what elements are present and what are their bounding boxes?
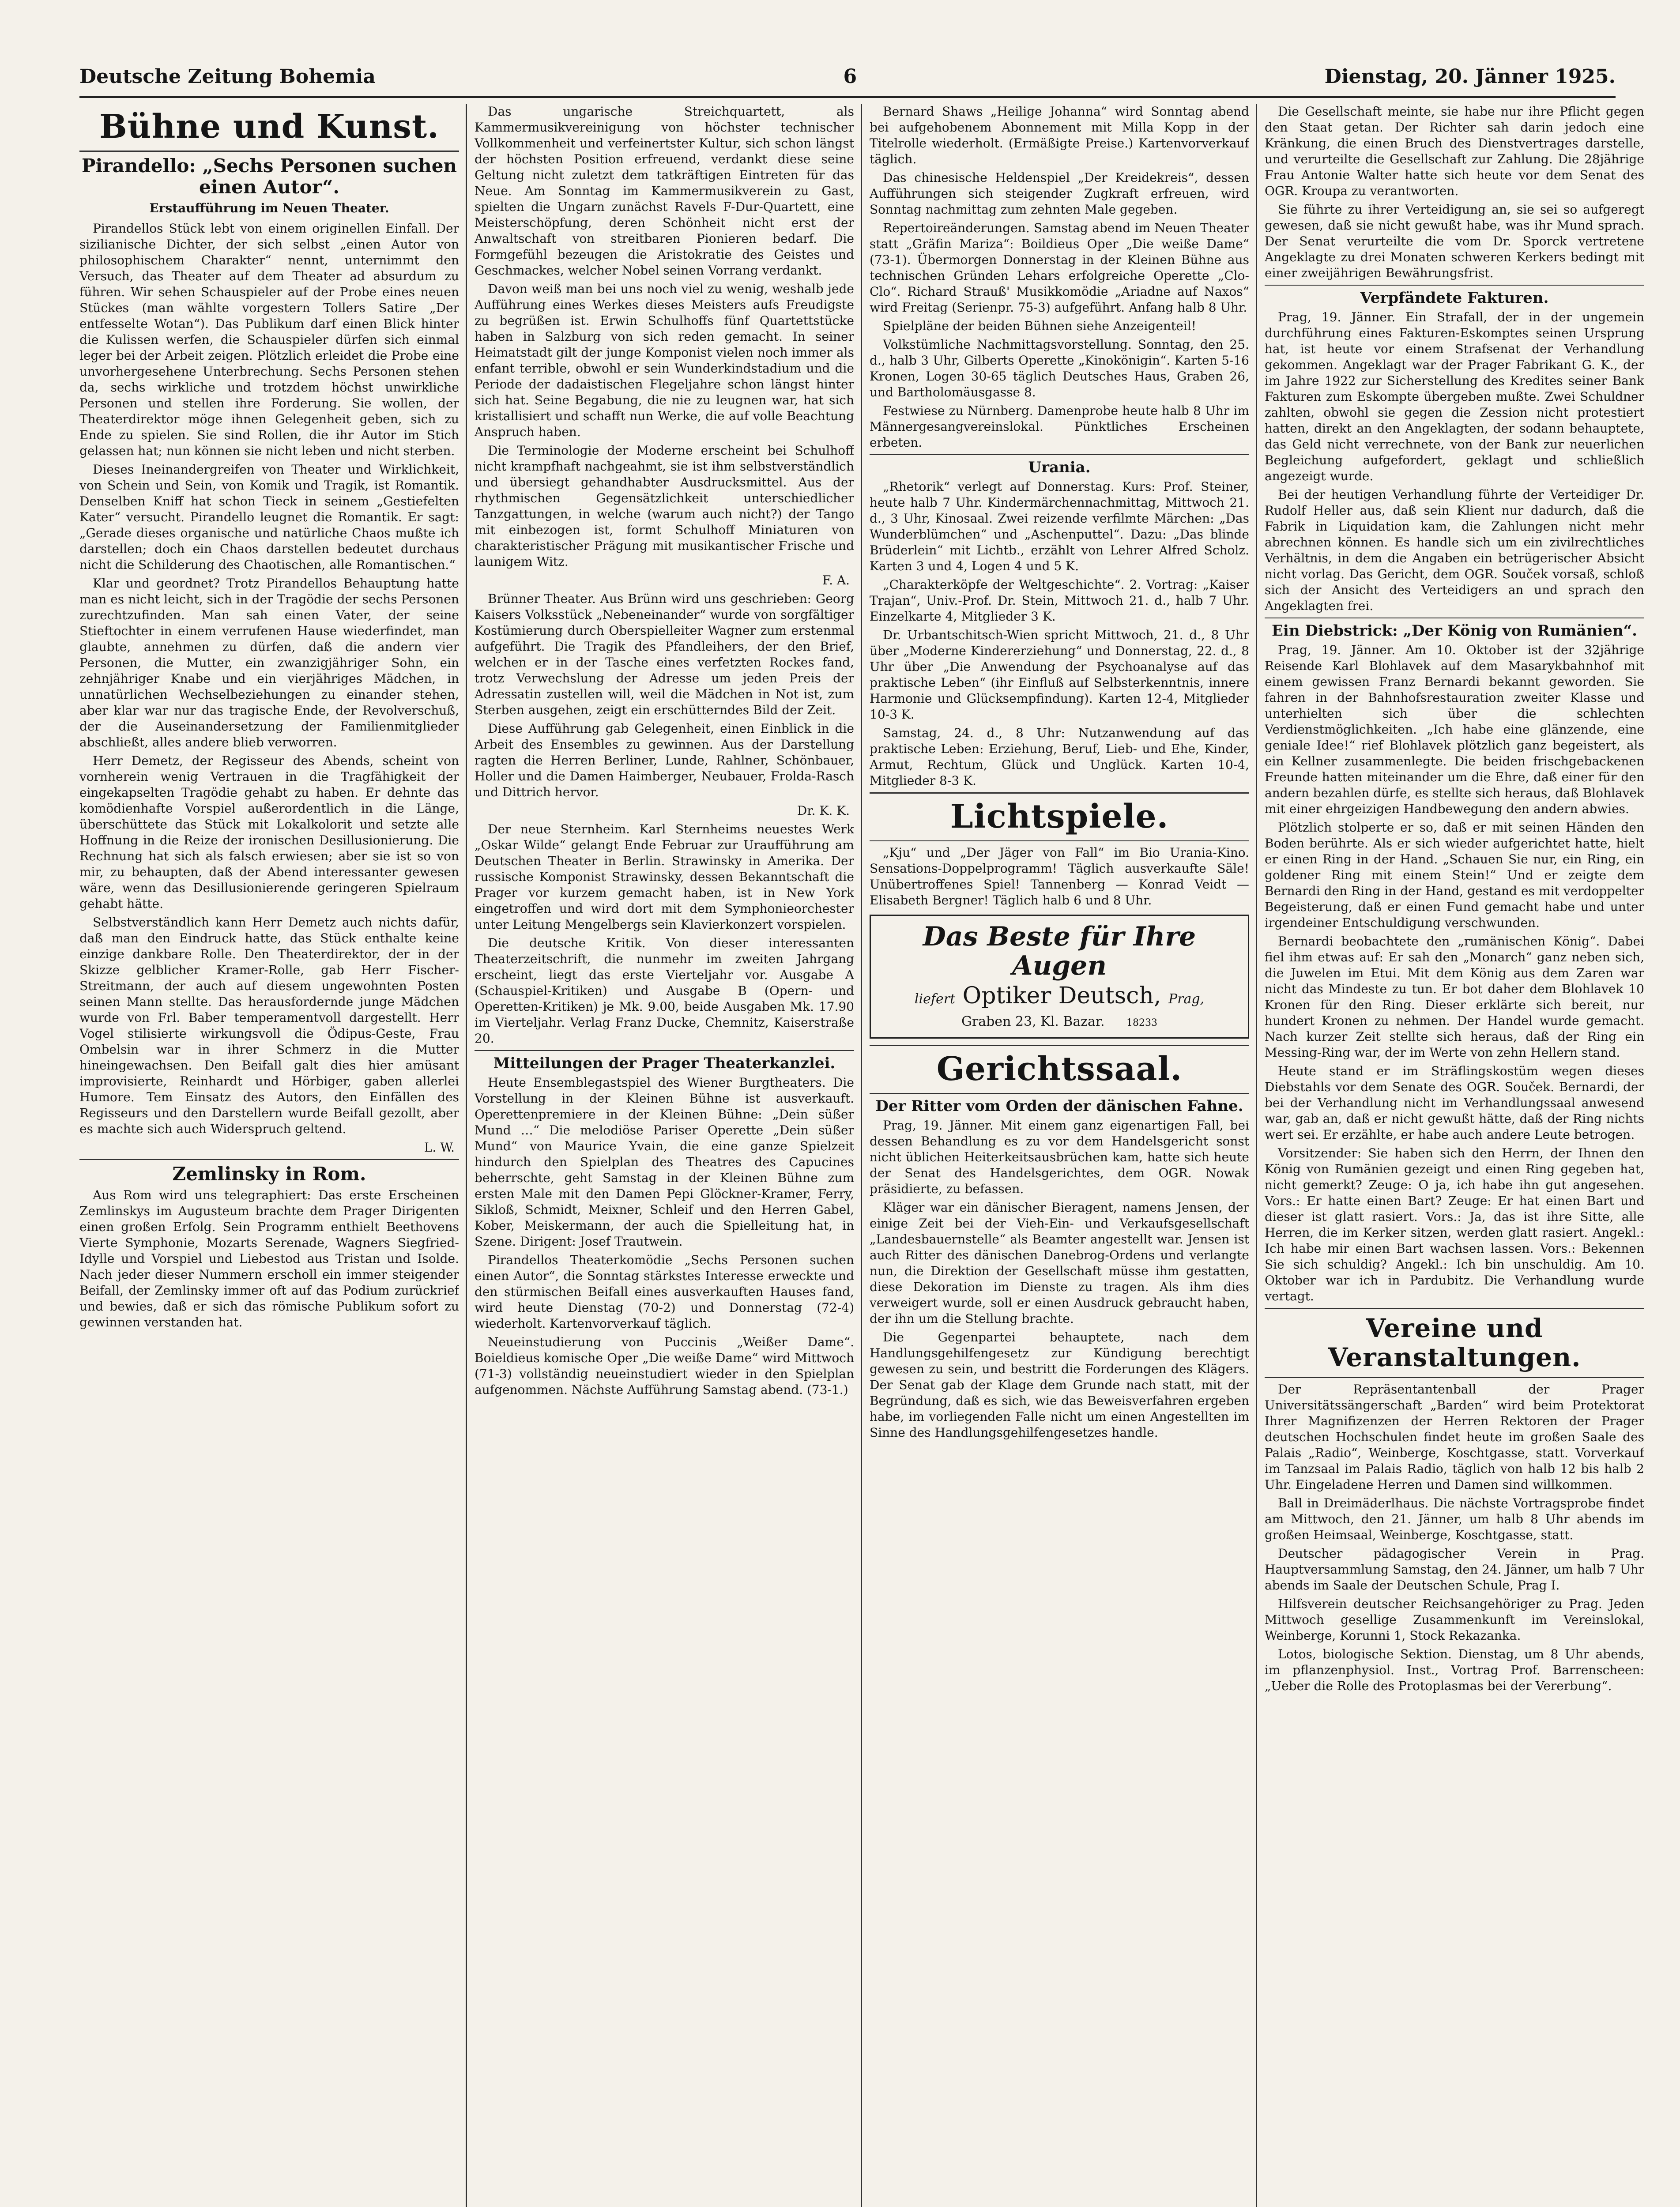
article-paragraph: Deutscher pädagogischer Verein in Prag. Hauptversammlung Samstag, den 24. Jänner, um halb 7 Uhr abends im Saale der Deutschen Schule, Prag I. — [1265, 1546, 1644, 1593]
article-paragraph: Die Gesellschaft meinte, sie habe nur ihre Pflicht gegen den Staat getan. Der Richter sah darin jedoch eine Kränkung, die einen Bruch des Dienstvertrages darstelle, und verurteilte die Gesellschaft zur Zahlung. Die 28jährige Frau Antonie Walter hatte sich heute vor dem Senat des OGR. Kroupa zu verantworten. — [1265, 104, 1644, 198]
ad-city: Prag, — [1168, 991, 1205, 1007]
article-paragraph: Bernardi beobachtete den „rumänischen König“. Dabei fiel ihm etwas auf: Er sah den „Monarch“ ganz neben sich, die Juwelen im Etui. Mit dem König aus dem Zaren war nicht das Mindeste zu tun. Er bot daher dem Blohlavek 10 Kronen für den Ring. Dieser erklärte sich bereit, nur hundert Kronen zu nehmen. Der Handel wurde gemacht. Nach kurzer Zeit stellte sich heraus, daß der Ring ein Messing-Ring war, der im Werte von zehn Hellern stand. — [1265, 934, 1644, 1060]
article-paragraph: Der neue Sternheim. Karl Sternheims neuestes Werk „Oskar Wilde“ gelangt Ende Februar zur Uraufführung am Deutschen Theater in Berlin. Strawinsky in Amerika. Der russische Komponist Strawinsky, dessen Bekanntschaft die Prager vor kurzem gemacht haben, ist in New York eingetroffen und wird dort mit dem Symphonieorchester unter Leitung Mengelbergs sein Klavierkonzert vorspielen. — [475, 822, 854, 932]
article-paragraph: Selbstverständlich kann Herr Demetz auch nichts dafür, daß man den Eindruck hatte, das Stück enthalte keine einzige dankbare Rolle. Den Theaterdirektor, der in der Skizze gelblicher Kramer-Rolle, gab Herr Fischer-Streitmann, der auch auf diesem ungewohnten Posten seinen Mann stellte. Das herausfordernde junge Mädchen wurde von Frl. Baber temperamentvoll dargestellt. Herr Vogel stilisierte wirkungsvoll die Ödipus-Geste, Frau Ombelsin war in ihrer Schmerz in die Mutter hineingewachsen. Den Beifall galt dies hier amüsant improvisierte, Reinhardt und Hörbiger, gaben allerlei Humore. Tem Einsatz des Autors, den Einfällen des Regisseurs und den Darstellern wurde Beifall gezollt, aber es machte sich auch Widerspruch geltend. — [79, 915, 459, 1136]
divider — [870, 1093, 1249, 1094]
column-3 — [870, 104, 1249, 2207]
article-title-fakturen: Verpfändete Fakturen. — [1360, 289, 1549, 307]
column-2 — [475, 104, 854, 2207]
masthead-name: Deutsche Zeitung Bohemia — [79, 65, 376, 88]
article-paragraph: Bei der heutigen Verhandlung führte der Verteidiger Dr. Rudolf Heller aus, daß sein Klient nur dadurch, daß die Fabrik in Liquidation kam, die Zahlungen nicht mehr abrechnen können. Es handle sich um ein zivilrechtliches Verhältnis, in dem die Angaben ein betrügerischer Absicht nicht vorlag. Das Gericht, dem OGR. Souček vorsaß, schloß sich der Ansicht des Verteidigers an und sprach den Angeklagten frei. — [1265, 487, 1644, 613]
article-paragraph: Kläger war ein dänischer Bieragent, namens Jensen, der einige Zeit bei der Vieh-Ein- und Verkaufsgesellschaft „Landesbauernstelle“ als Beamter angestellt war. Jensen ist auch Ritter des dänischen Danebrog-Ordens und verlangte nun, die Direktion der Gesellschaft müsse ihm gestatten, diese Dekoration im Dienste zu tragen. Als ihm dies verweigert wurde, soll er einen Ausdruck gebraucht haben, der ihn um die Stellung brachte. — [870, 1200, 1249, 1326]
article-paragraph: Die Gegenpartei behauptete, nach dem Handlungsgehilfengesetz zur Kündigung berechtigt gewesen zu sein, und bestritt die Forderungen des Klägers. Der Senat gab der Klage dem Grunde nach statt, mit der Begründung, daß es sich, wie das Beweisverfahren ergeben habe, im vorliegenden Falle nicht um einen Angestellten im Sinne des Handlungsgehilfengesetzes handle. — [870, 1330, 1249, 1440]
article-paragraph: Neueinstudierung von Puccinis „Weißer Dame“. Boieldieus komische Oper „Die weiße Dame“ wird Mittwoch (71-3) vollständig neueinstudiert wieder in den Spielplan aufgenommen. Nächste Aufführung Samstag abend. (73-1.) — [475, 1335, 854, 1397]
article-title-theaterkanzlei: Mitteilungen der Prager Theaterkanzlei. — [493, 1055, 836, 1072]
article-paragraph: Prag, 19. Jänner. Ein Strafall, der in der ungemein durchführung eines Fakturen-Eskomptes seinen Ursprung hat, ist heute vor einem Strafsenat der Verhandlung gekommen. Angeklagt war der Prager Fabrikant G. K., der im Jahre 1922 zur Sicherstellung des Kredites seiner Bank Fakturen zum Eskompte übergeben mußte. Zwei Schuldner zahlten, obwohl sie gegen die Zession nicht protestiert hatten, direkt an den Angeklagten, der sodann behauptete, das Geld nicht verrechnete, von der Bank zur neuerlichen Begleichung aufgefordert, geklagt und schließlich angezeigt wurde. — [1265, 310, 1644, 483]
article-title-urania: Urania. — [1028, 459, 1091, 476]
article-paragraph: Lotos, biologische Sektion. Dienstag, um 8 Uhr abends, im pflanzenphysiol. Inst., Vortrag Prof. Barrenscheen: „Ueber die Rolle des Protoplasmas bei der Vererbung“. — [1265, 1647, 1644, 1693]
author-signature: F. A. — [822, 573, 850, 588]
article-paragraph: Klar und geordnet? Trotz Pirandellos Behauptung hatte man es nicht leicht, sich in der Tragödie der sechs Personen zurechtzufinden. Man sah einen Vater, der seine Stieftochter in einem verrufenen Hause wiederfindet, man glaubte, annehmen zu dürfen, daß die andern vier Personen, die Mutter, ein zwanzigjähriger Sohn, ein zehnjähriger Knabe und ein vierjähriges Mädchen, in unnatürlichen Wechselbeziehungen zu einander stehen, aber klar war nur das tragische Ende, der Revolverschuß, der die Auseinandersetzung der Familienmitglieder abschließt, alles andere blieb verworren. — [79, 576, 459, 749]
author-signature: L. W. — [424, 1140, 455, 1155]
section-heading-lichtspiele: Lichtspiele. — [950, 798, 1169, 836]
article-paragraph: Diese Aufführung gab Gelegenheit, einen Einblick in die Arbeit des Ensembles zu gewinnen. Aus der Darstellung ragten die Herren Berliner, Lunde, Rahlner, Schönbauer, Holler und die Damen Haimberger, Neubauer, Frolda-Rasch und Dittrich hervor. — [475, 721, 854, 799]
article-subhead: Erstaufführung im Neuen Theater. — [149, 201, 389, 215]
page-header — [79, 61, 1616, 92]
article-title-pirandello: Pirandello: „Sechs Personen suchen einen Autor“. — [81, 155, 457, 198]
column-divider — [466, 104, 467, 2207]
article-paragraph: Sie führte zu ihrer Verteidigung an, sie sei so aufgeregt gewesen, daß sie nicht gewußt habe, was ihr Mund sprach. Der Senat verurteilte die vom Dr. Sporck vertretene Angeklagte zu drei Monaten schweren Kerkers bedingt mit einer zweijährigen Bewährungsfrist. — [1265, 202, 1644, 280]
column-4 — [1265, 104, 1644, 2207]
advertisement-optiker-deutsch — [870, 915, 1249, 1039]
divider — [1265, 1308, 1644, 1309]
article-paragraph: Repertoireänderungen. Samstag abend im Neuen Theater statt „Gräfin Mariza“: Boildieus Oper „Die weiße Dame“ (73-1). Übermorgen Donnerstag in der Kleinen Bühne aus technischen Gründen Lehars erfolgreiche Operette „Clo-Clo“. Richard Strauß' Musikkomödie „Ariadne auf Naxos“ wird Freitag (Serienpr. 75-3) aufgeführt. Anfang halb 8 Uhr. — [870, 221, 1249, 315]
article-paragraph: Herr Demetz, der Regisseur des Abends, scheint von vornherein wenig Vertrauen in die Tragfähigkeit der eingekapselten Tragödie gehabt zu haben. Er dehnte das komödienhafte Vorspiel außerordentlich in die Länge, überschüttete das Stück mit Lokalkolorit und setzte alle Hoffnung in die Reize der ironischen Desillusionierung. Die Rechnung hat sich als falsch erwiesen; aber sie ist so von mir, zu behaupten, daß der Abend interessanter gewesen wäre, wenn das Desillusionierende geringeren Spielraum gehabt hätte. — [79, 753, 459, 911]
ad-headline: Das Beste für Ihre Augen — [923, 921, 1196, 981]
issue-date: Dienstag, 20. Jänner 1925. — [1324, 65, 1616, 88]
article-paragraph: Samstag, 24. d., 8 Uhr: Nutzanwendung auf das praktische Leben: Erziehung, Beruf, Lieb- und Ehe, Kinder, Armut, Rechtum, Glück und Unglück. Karten 10-4, Mitglieder 8-3 K. — [870, 726, 1249, 788]
article-paragraph: Volkstümliche Nachmittagsvorstellung. Sonntag, den 25. d., halb 3 Uhr, Gilberts Operette „Kinokönigin“. Karten 5-16 Kronen, Logen 30-65 täglich Deutsches Haus, Graben 26, und Bartholomäusgasse 8. — [870, 337, 1249, 399]
article-paragraph: Dr. Urbantschitsch-Wien spricht Mittwoch, 21. d., 8 Uhr über „Moderne Kindererziehung“ und Donnerstag, 22. d., 8 Uhr über „Die Anwendung der Psychoanalyse auf das praktische Leben“ (ihr Einfluß auf Selbsterkenntnis, innere Harmonie und Glücksempfindung). Karten 12-4, Mitglieder 10-3 K. — [870, 628, 1249, 722]
ad-liefert: liefert — [914, 991, 956, 1007]
divider — [870, 792, 1249, 794]
article-paragraph: „Kju“ und „Der Jäger von Fall“ im Bio Urania-Kino. Sensations-Doppelprogramm! Täglich ausverkaufte Säle! Unübertroffenes Spiel! Tannenberg — Konrad Veidt — Elisabeth Bergner! Täglich halb 6 und 8 Uhr. — [870, 845, 1249, 908]
ad-name-line — [879, 983, 1240, 1012]
section-heading-buehne-und-kunst: Bühne und Kunst. — [99, 108, 439, 146]
column-1 — [79, 104, 459, 2207]
article-paragraph: Spielpläne der beiden Bühnen siehe Anzeigenteil! — [883, 319, 1196, 333]
ad-address — [879, 1014, 1240, 1031]
article-paragraph: Dieses Ineinandergreifen von Theater und Wirklichkeit, von Schein und Sein, von Komik und Tragik, ist Romantik. Denselben Kniff hat schon Tieck in seinem „Gestiefelten Kater“ versucht. Pirandello leugnet die Romantik. Er sagt: „Gerade dieses organische und natürliche Chaos mußte ich darstellen; doch ein Chaos darstellen bedeutet durchaus nicht die Schilderung des Chaotischen, alle Romantischen.“ — [79, 462, 459, 572]
divider — [1265, 285, 1644, 286]
article-paragraph: Brünner Theater. Aus Brünn wird uns geschrieben: Georg Kaisers Volksstück „Nebeneinander“ wurde von sorgfältiger Kostümierung durch Oberspielleiter Wagner zum erstenmal aufgeführt. Die Tragik des Pfandleihers, der den Brief, welchen er in der Tasche eines verfetzten Rockes fand, trotz Verwechslung der Adresse um jeden Preis der Adressatin zustellen will, weil die Mädchen in Not ist, zum Sterben ausgehen, zeigt ein erschütterndes Bild der Zeit. — [475, 591, 854, 717]
article-paragraph: Pirandellos Theaterkomödie „Sechs Personen suchen einen Autor“, die Sonntag stärkstes Interesse erweckte und den stürmischen Beifall eines ausverkauften Hauses fand, wird heute Dienstag (70-2) und Donnerstag (72-4) wiederholt. Kartenvorverkauf täglich. — [475, 1253, 854, 1331]
article-paragraph: Prag, 19. Jänner. Am 10. Oktober ist der 32jährige Reisende Karl Blohlavek auf dem Masarykbahnhof mit einem gewissen Franz Bernardi bekannt geworden. Sie fahren in der Bahnhofsrestauration zweiter Klasse und unterhielten sich über die schlechten Verdienstmöglichkeiten. „Ich habe eine glänzende, eine geniale Idee!“ rief Blohlavek plötzlich ganz begeistert, als ein Kellner zusammenlegte. Die beiden frischgebackenen Freunde hatten miteinander um die Ehre, daß einer für den andern bezahlen dürfe, es stellte sich heraus, daß Blohlavek mit einer ehrgeizigen Handbewegung den andern abwies. — [1265, 643, 1644, 816]
divider — [79, 1159, 459, 1160]
article-paragraph: Pirandellos Stück lebt von einem originellen Einfall. Der sizilianische Dichter, der sich selbst „einen Autor von philosophischem Charakter“ nennt, unternimmt den Versuch, das Theater auf dem Theater ad absurdum zu führen. Wir sehen Schauspieler auf der Probe eines neuen Stückes (man wählte vorgestern Tollers Satire „Der entfesselte Wotan“). Das Publikum darf einen Blick hinter die Kulissen werfen, die Schauspieler dürfen sich einmal leger bei der Arbeit zeigen. Plötzlich erleidet die Probe eine unvorhergesehene Unterbrechung. Sechs Personen stehen da, sechs wirkliche und trotzdem höchst unwirkliche Personen und stellen ihre Forderung. Sie wollen, der Theaterdirektor möge ihnen Gelegenheit geben, sich zu Ende zu spielen. Sie sind Rollen, die ihr Autor im Stich gelassen hat; nun können sie nicht leben und nicht sterben. — [79, 221, 459, 458]
article-paragraph: Plötzlich stolperte er so, daß er mit seinen Händen den Boden berührte. Als er sich wieder aufgerichtet hatte, hielt er einen Ring in der Hand. „Schauen Sie nur, ein Ring, ein goldener Ring mit einem Stein!“ Und er zeigte dem Bernardi den Ring in der Hand, gestand es mit verdoppelter Begeisterung, daß er einen Fund gemacht habe und unter irgendeiner Entschuldigung verschwunden. — [1265, 820, 1644, 930]
header-divider — [79, 96, 1616, 98]
article-paragraph: Das chinesische Heldenspiel „Der Kreidekreis“, dessen Aufführungen sich steigender Zugkraft erfreuen, wird Sonntag nachmittag zum zehnten Male gegeben. — [870, 170, 1249, 217]
column-divider — [1256, 104, 1257, 2207]
divider — [79, 151, 459, 152]
author-signature: Dr. K. K. — [797, 803, 850, 818]
divider — [1265, 1377, 1644, 1378]
article-paragraph: Heute Ensemblegastspiel des Wiener Burgtheaters. Die Vorstellung in der Kleinen Bühne ist ausverkauft. Operettenpremiere in der Kleinen Bühne: „Dein süßer Mund …“ Die melodiöse Pariser Operette „Dein süßer Mund“ von Maurice Yvain, die eine ganze Spielzeit hindurch den Spielplan des Theatres des Capucines beherrschte, geht Samstag in der Kleinen Bühne zum ersten Male mit den Damen Pepi Glöckner-Kramer, Ferry, Sikloß, Schmidt, Meixner, Schleif und den Herren Gabel, Kober, Meiskermann, der auch die Spielleitung hat, in Szene. Dirigent: Josef Trautwein. — [475, 1075, 854, 1249]
article-paragraph: „Charakterköpfe der Weltgeschichte“. 2. Vortrag: „Kaiser Trajan“, Univ.-Prof. Dr. Stein, Mittwoch 21. d., halb 7 Uhr. Einzelkarte 4, Mitglieder 3 K. — [870, 577, 1249, 624]
divider — [870, 1045, 1249, 1046]
article-paragraph: Der Repräsentantenball der Prager Universitätssängerschaft „Barden“ wird beim Protektorat Ihrer Magnifizenzen der Herren Rektoren der Prager deutschen Hochschulen findet heute im großen Saale des Palais „Radio“, Weinberge, Koschtgasse, statt. Vorverkauf im Tanzsaal im Palais Radio, täglich von halb 12 bis halb 2 Uhr. Eingeladene Herren und Damen sind willkommen. — [1265, 1382, 1644, 1492]
article-paragraph: Die Terminologie der Moderne erscheint bei Schulhoff nicht krampfhaft nachgeahmt, sie ist ihm selbstverständlich und übersiegt gehandhabter Ausdrucksmittel. Aus der rhythmischen Gegensätzlichkeit unterschiedlicher Tanzgattungen, in welche (warum auch nicht?) der Tango mit einbezogen ist, formt Schulhoff Miniaturen von charakteristischer Prägung mit musikantischer Frische und launigem Witz. — [475, 443, 854, 569]
column-divider — [861, 104, 862, 2207]
article-paragraph: Ball in Dreimäderlhaus. Die nächste Vortragsprobe findet am Mittwoch, den 21. Jänner, um halb 8 Uhr abends im großen Heimsaal, Weinberge, Koschtgasse, statt. — [1265, 1496, 1644, 1542]
article-paragraph: Bernard Shaws „Heilige Johanna“ wird Sonntag abend bei aufgehobenem Abonnement mit Milla Kopp in der Titelrolle wiederholt. (Ermäßigte Preise.) Kartenvorverkauf täglich. — [870, 104, 1249, 166]
article-paragraph: Aus Rom wird uns telegraphiert: Das erste Erscheinen Zemlinskys im Augusteum brachte dem Prager Dirigenten einen großen Erfolg. Sein Programm enthielt Beethovens Vierte Symphonie, Mozarts Serenade, Wagners Siegfried-Idylle und Vorspiel und Liebestod aus Tristan und Isolde. Nach jeder dieser Nummern erscholl ein immer steigender Beifall, der Zemlinsky immer oft auf das Podium zurückrief und bewies, daß er sich das römische Publikum sofort zu gewinnen verstanden hat. — [79, 1188, 459, 1329]
article-title-ritter: Der Ritter vom Orden der dänischen Fahne. — [875, 1097, 1243, 1115]
article-paragraph: „Rhetorik“ verlegt auf Donnerstag. Kurs: Prof. Steiner, heute halb 7 Uhr. Kindermärchennachmittag, Mittwoch 21. d., 3 Uhr, Kinosaal. Zwei reizende verfilmte Märchen: „Das Wunderblümchen“ und „Aschenputtel“. Dazu: „Das blinde Brüderlein“ mit Lichtb., erzählt von Lehrer Alfred Scholz. Karten 3 und 4, Logen 4 und 5 K. — [870, 479, 1249, 573]
section-heading-gerichtssaal: Gerichtssaal. — [936, 1050, 1183, 1088]
article-paragraph: Hilfsverein deutscher Reichsangehöriger zu Prag. Jeden Mittwoch gesellige Zusammenkunft im Vereinslokal, Weinberge, Korunni 1, Stock Rekazanka. — [1265, 1597, 1644, 1643]
article-paragraph: Prag, 19. Jänner. Mit einem ganz eigenartigen Fall, bei dessen Behandlung es zu vor dem Handelsgericht sonst nicht üblichen Heiterkeitsausbrüchen kam, hatte sich heute der Senat des Handelsgerichtes, dem OGR. Nowak präsidierte, zu befassen. — [870, 1118, 1249, 1196]
article-paragraph: Davon weiß man bei uns noch viel zu wenig, weshalb jede Aufführung eines Werkes dieses Meisters aufs Freudigste zu begrüßen ist. Erwin Schulhoffs fünf Quartettstücke haben in Salzburg von sich reden gemacht. In seiner Heimatstadt gilt der junge Komponist vielen noch immer als enfant terrible, obwohl er sein Wunderkindstadium und die Periode der dadaistischen Flegeljahre schon längst hinter sich hat. Seine Begabung, die nie zu leugnen war, hat sich kristallisiert und schafft nun Werke, die auf volle Beachtung Anspruch haben. — [475, 282, 854, 439]
divider — [870, 840, 1249, 841]
article-paragraph: Festwiese zu Nürnberg. Damenprobe heute halb 8 Uhr im Männergesangvereinslokal. Pünktliches Erscheinen erbeten. — [870, 403, 1249, 450]
divider — [870, 454, 1249, 455]
article-paragraph: Vorsitzender: Sie haben sich den Herrn, der Ihnen den König von Rumänien gezeigt und einen Ring gegeben hat, nicht gemerkt? Zeuge: O ja, ich habe ihn gut angesehen. Vors.: Er hatte einen Bart? Zeuge: Er hat einen Bart und dieser ist glatt rasiert. Vors.: Ja, das ist ihre Sitte, alle Herren, die im Kerker sitzen, werden glatt rasiert. Angekl.: Ich habe mir einen Bart wachsen lassen. Vors.: Bekennen Sie sich schuldig? Angekl.: Ich bin unschuldig. Am 10. Oktober war ich in Pardubitz. Die Verhandlung wurde vertagt. — [1265, 1146, 1644, 1303]
section-heading-vereine: Vereine und Veranstaltungen. — [1328, 1313, 1581, 1372]
article-paragraph: Das ungarische Streichquartett, als Kammermusikvereinigung von höchster technischer Vollkommenheit und verfeinertster Kultur, sich schon längst der höchsten Position erfreuend, verdankt diese seine Geltung nicht zuletzt dem tatkräftigen Eintreten für das Neue. Am Sonntag im Kammermusikverein zu Gast, spielten die Ungarn zunächst Ravels F-Dur-Quartett, eine Meisterschöpfung, deren Schönheit nicht erst der Anwaltschaft von streitbaren Pionieren bedarf. Die Formgefühl bezeugen die Aristokratie des Geistes und Geschmackes, welcher Nobel seinen Vorrang verdankt. — [475, 104, 854, 278]
ad-company-name: Optiker Deutsch, — [962, 983, 1161, 1009]
ad-street: Graben 23, Kl. Bazar. — [961, 1014, 1105, 1029]
article-paragraph: Die deutsche Kritik. Von dieser interessanten Theaterzeitschrift, die nunmehr im zweiten Jahrgang erscheint, liegt das erste Vierteljahr vor. Ausgabe A (Schauspiel-Kritiken) und Ausgabe B (Opern- und Operetten-Kritiken) je Mk. 9.00, beide Ausgaben Mk. 17.90 im Vierteljahr. Verlag Franz Ducke, Chemnitz, Kaiserstraße 20. — [475, 936, 854, 1046]
divider — [475, 1050, 854, 1051]
article-paragraph: Heute stand er im Sträflingskostüm wegen dieses Diebstahls vor dem Senate des OGR. Souček. Bernardi, der bei der Verhandlung nicht im Verhandlungssaal anwesend war, gab an, daß er nicht gewußt hätte, daß der Ring nichts wert sei. Er erzählte, er habe auch andere Leute betrogen. — [1265, 1064, 1644, 1142]
article-title-zemlinsky: Zemlinsky in Rom. — [172, 1163, 366, 1185]
page-number: 6 — [843, 65, 857, 88]
ad-code: 18233 — [1126, 1017, 1158, 1028]
article-title-diebstrick: Ein Diebstrick: „Der König von Rumänien“. — [1271, 622, 1638, 640]
